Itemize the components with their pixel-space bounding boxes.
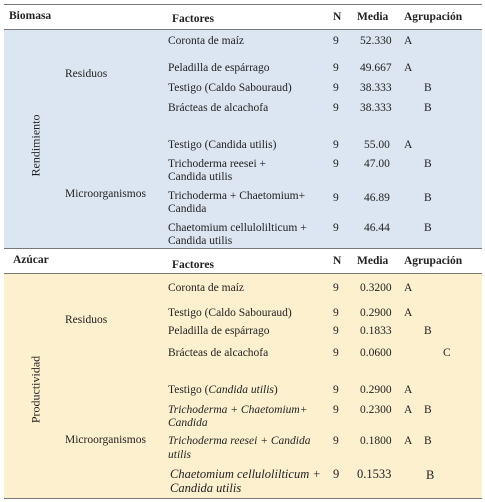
azucar-header-agrupacion: Agrupación [404,255,463,267]
azucar-row-4-group-c: C [443,347,451,359]
azucar-row-5-factor [168,384,278,397]
azucar-row-5-n: 9 [333,384,339,396]
azucar-header-n: N [333,255,342,267]
biomasa-header-agrupacion: Agrupación [404,11,463,23]
biomasa-row-7-n: 9 [333,192,339,204]
biomasa-header-factores: Factores [172,13,214,25]
azucar-row-4-media: 0.0600 [360,347,392,359]
biomasa-header-n: N [333,11,342,23]
biomasa-row-8-factor: Chaetomium cellulolilticum + [168,222,307,234]
biomasa-row-5-n: 9 [333,139,339,151]
azucar-row-8-media: 0.1533 [357,467,392,481]
azucar-row-5-factor-post: ) [273,384,278,396]
azucar-row-2-group-a: A [404,307,413,319]
azucar-row-3-factor: Peladilla de espárrago [168,325,270,337]
azucar-row-8-factor: Chaetomium cellulolilticum + [170,467,321,481]
biomasa-row-3-media: 38.333 [360,82,392,94]
azucar-row-6-factor-line2: Candida [168,417,208,429]
bottom-rule [4,498,482,499]
biomasa-vertical-label: Rendimiento [28,114,43,177]
azucar-row-7-group-a: A [404,435,413,447]
biomasa-row-2-n: 9 [333,62,339,74]
azucar-row-3-n: 9 [333,325,339,337]
biomasa-row-3-n: 9 [333,82,339,94]
biomasa-row-8-group-b: B [424,222,432,234]
azucar-row-4-n: 9 [333,347,339,359]
biomasa-row-4-group-b: B [424,102,432,114]
azucar-row-7-media: 0.1800 [360,435,392,447]
azucar-row-6-group-b: B [424,404,432,416]
biomasa-group-microorganismos: Microorganismos [65,188,146,200]
biomasa-row-1-media: 52.330 [360,35,392,47]
biomasa-row-6-factor: Trichoderma reesei + [168,158,267,170]
azucar-row-1-factor: Coronta de maíz [168,282,245,294]
biomasa-row-7-factor-line2: Candida [168,203,207,215]
azucar-row-7-factor-line2: utilis [168,449,192,461]
biomasa-row-3-group-b: B [424,82,432,94]
azucar-header-factores: Factores [172,259,214,271]
biomasa-row-2-media: 49.667 [360,62,392,74]
azucar-row-8-factor-line2: Candida utilis [170,481,242,495]
biomasa-row-6-media: 47.00 [364,158,390,170]
biomasa-row-1-group-a: A [404,35,413,47]
biomasa-row-1-factor: Coronta de maíz [168,35,245,47]
biomasa-row-5-factor: Testigo (Candida utilis) [168,139,277,151]
azucar-header-media: Media [357,255,389,267]
biomasa-row-6-group-b: B [424,158,432,170]
azucar-row-8-group-b: B [426,468,435,482]
biomasa-row-4-n: 9 [333,102,339,114]
azucar-row-8-n: 9 [333,467,340,481]
azucar-row-6-factor: Trichoderma + Chaetomium+ [168,404,308,416]
top-rule [4,4,482,5]
biomasa-row-5-media: 55.00 [364,139,390,151]
azucar-row-2-n: 9 [333,307,339,319]
biomasa-row-1-n: 9 [333,35,339,47]
biomasa-row-3-factor: Testigo (Caldo Sabouraud) [168,82,292,94]
biomasa-row-6-factor-line2: Candida utilis [168,171,233,183]
azucar-row-1-group-a: A [404,282,413,294]
azucar-row-4-factor: Brácteas de alcachofa [168,347,269,359]
biomasa-row-8-media: 46.44 [364,222,390,234]
biomasa-row-5-group-a: A [404,139,413,151]
azucar-group-microorganismos: Microorganismos [65,434,146,446]
azucar-header-rule [4,273,482,274]
azucar-row-5-factor-italic: Candida utilis [208,384,274,396]
azucar-row-7-group-b: B [424,435,432,447]
biomasa-row-2-group-a: A [404,62,413,74]
section-rule [4,248,482,249]
azucar-row-3-media: 0.1833 [360,325,392,337]
biomasa-section-label: Biomasa [9,10,52,22]
azucar-section-label: Azúcar [13,254,49,266]
azucar-row-6-group-a: A [404,404,413,416]
biomasa-header-rule [4,29,482,30]
azucar-row-2-media: 0.2900 [360,307,392,319]
azucar-row-5-media: 0.2900 [360,384,392,396]
azucar-row-2-factor: Testigo (Caldo Sabouraud) [168,307,292,319]
azucar-row-3-group-b: B [424,325,432,337]
biomasa-row-2-factor: Peladilla de espárrago [168,62,270,74]
biomasa-row-7-factor: Trichoderma + Chaetomium+ [168,190,306,202]
biomasa-row-7-group-b: B [424,192,432,204]
biomasa-group-residuos: Residuos [65,68,108,80]
biomasa-row-4-factor: Brácteas de alcachofa [168,102,269,114]
azucar-row-1-n: 9 [333,282,339,294]
azucar-row-5-factor-pre: Testigo ( [168,384,209,396]
azucar-row-6-n: 9 [333,404,339,416]
azucar-row-7-factor: Trichoderma reesei + Candida [168,435,311,447]
azucar-vertical-label: Productividad [28,355,43,424]
azucar-row-6-media: 0.2300 [360,404,392,416]
azucar-row-7-n: 9 [333,435,339,447]
azucar-row-5-group-a: A [404,384,413,396]
azucar-row-1-media: 0.3200 [360,282,392,294]
biomasa-row-8-n: 9 [333,222,339,234]
biomasa-row-7-media: 46.89 [364,192,390,204]
azucar-group-residuos: Residuos [65,314,108,326]
biomasa-row-6-n: 9 [333,158,339,170]
biomasa-header-media: Media [357,11,389,23]
biomasa-row-4-media: 38.333 [360,102,392,114]
biomasa-row-8-factor-line2: Candida utilis [168,235,233,247]
